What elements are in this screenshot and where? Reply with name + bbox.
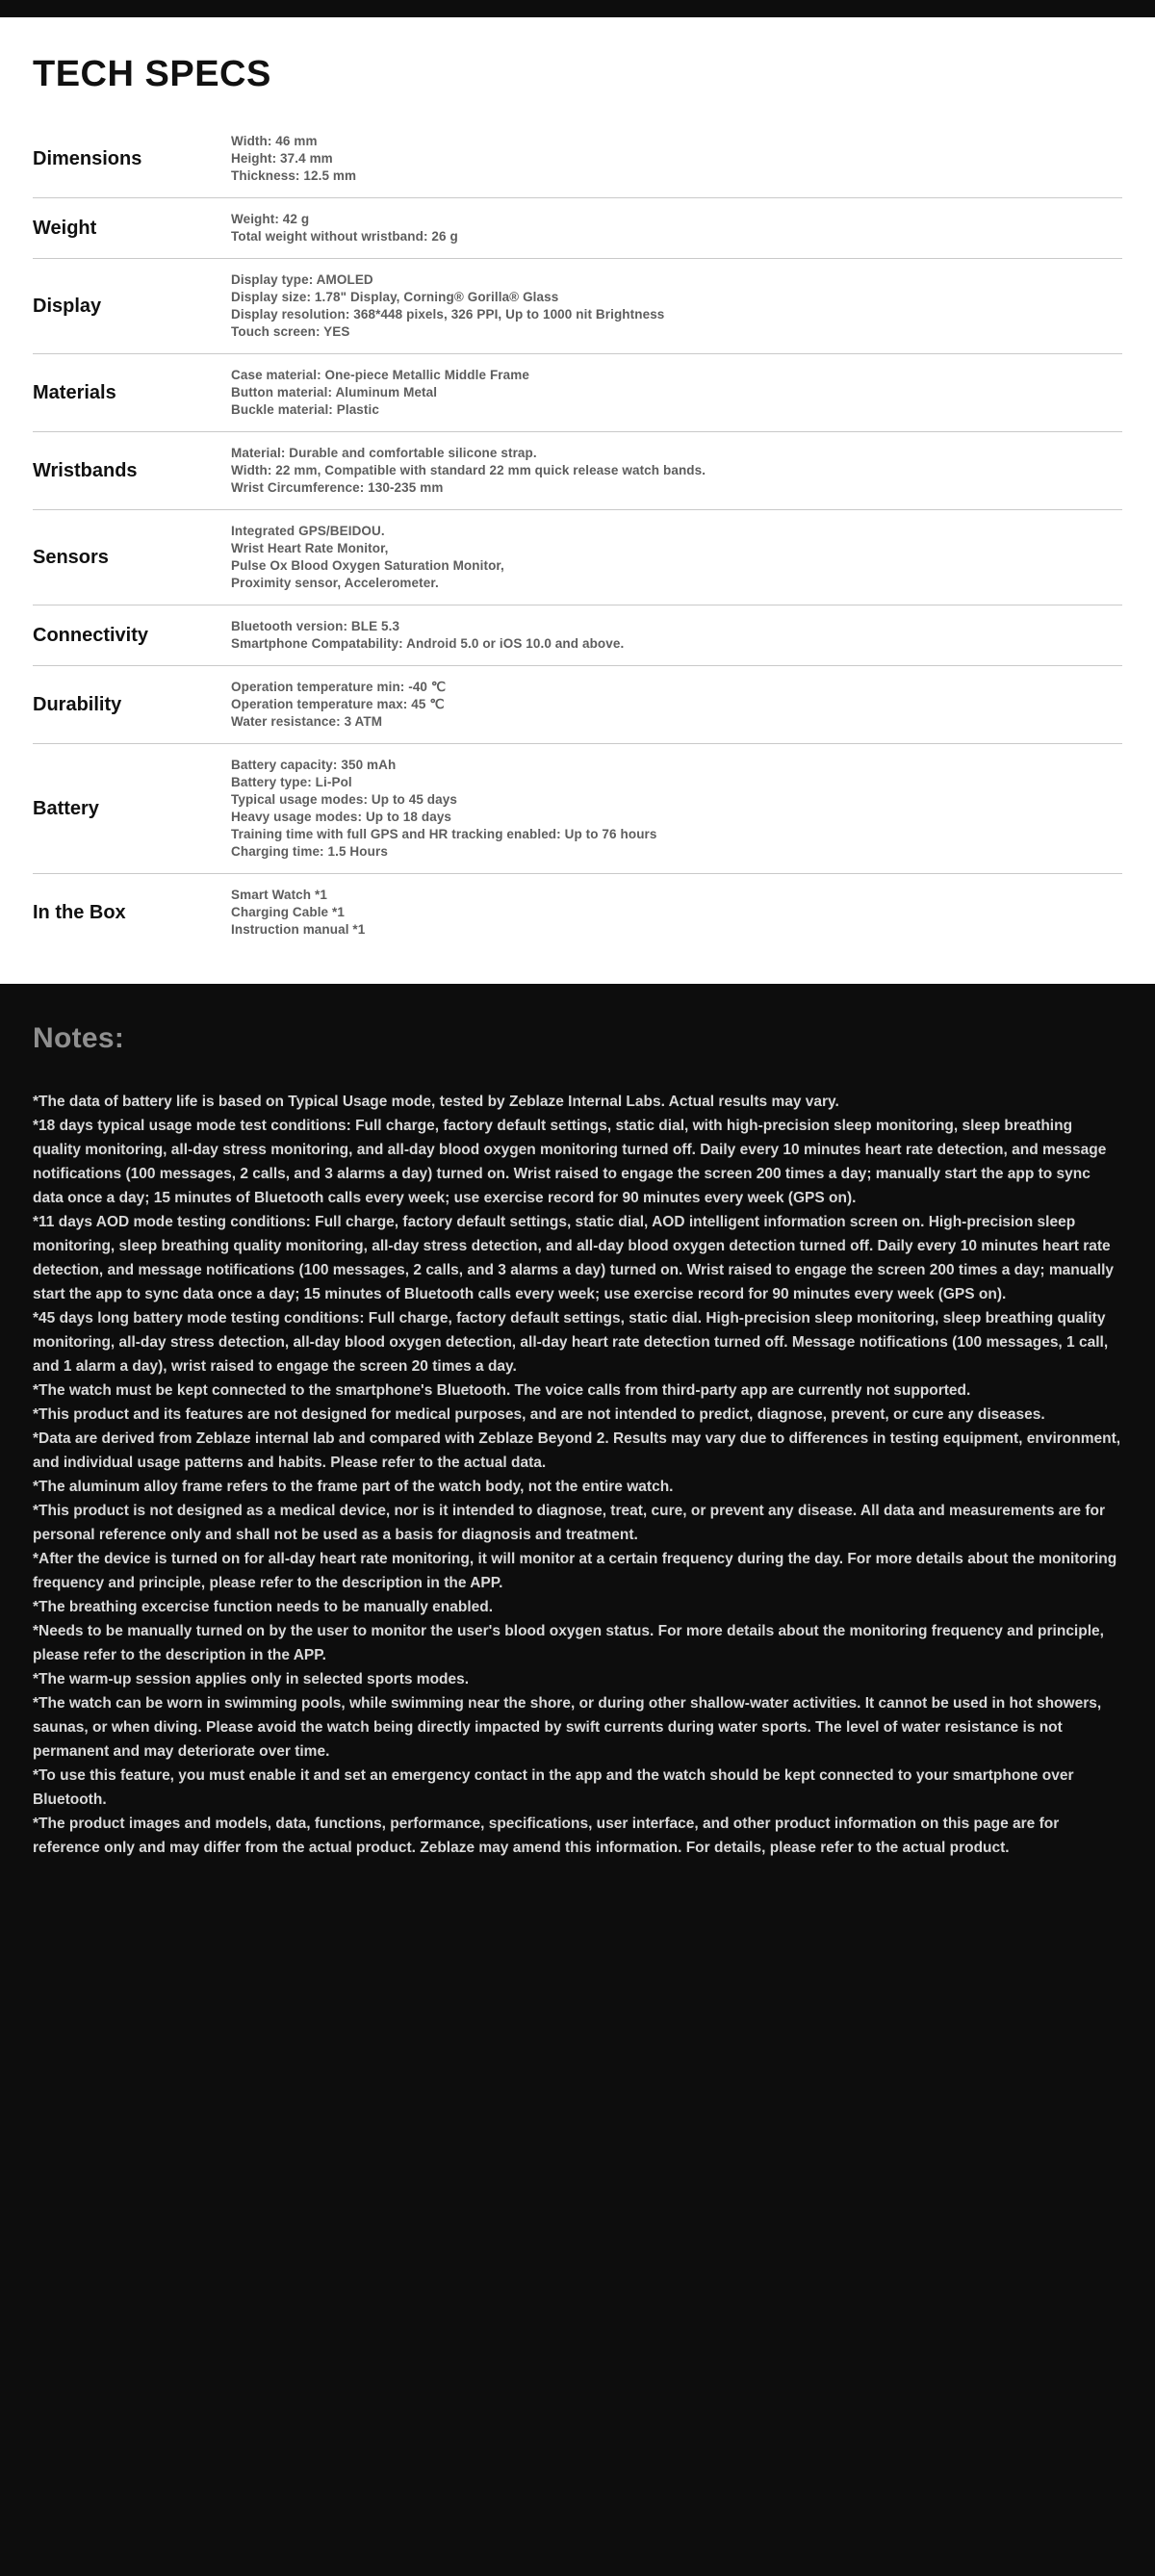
spec-values <box>231 445 1122 497</box>
note-item: *This product is not designed as a medical device, nor is it intended to diagnose, treat, cure, or prevent any disease. All data and measurements are for personal reference only and shall not be used as a basis for diagnosis and treatment. <box>33 1503 1106 1543</box>
spec-line: Charging time: 1.5 Hours <box>231 844 388 859</box>
spec-row <box>33 259 1122 354</box>
spec-line: Height: 37.4 mm <box>231 151 333 166</box>
spec-line: Touch screen: YES <box>231 324 350 339</box>
notes-list <box>33 1090 1122 1860</box>
spec-line: Charging Cable *1 <box>231 905 345 919</box>
note-item: *The watch can be worn in swimming pools, while swimming near the shore, or during other shallow-water activities. It cannot be used in hot showers, saunas, or when diving. Please avoid the watch being directly impacted by swift currents during water sports. The level of water resistance is not permanent and may deteriorate over time. <box>33 1695 1102 1760</box>
spec-row <box>33 198 1122 259</box>
spec-label: Sensors <box>33 546 109 568</box>
note-item: *45 days long battery mode testing conditions: Full charge, factory default settings, static dial. High-precision sleep monitoring, sleep breathing quality monitoring, all-day stress detection, all-day blood oxygen detection, all-day heart rate detection turned off. Message notifications (100 messages, 1 call, and 1 alarm a day), wrist raised to engage the screen 20 times a day. <box>33 1310 1109 1375</box>
note-item: *To use this feature, you must enable it and set an emergency contact in the app and the watch should be kept connected to your smartphone over Bluetooth. <box>33 1767 1074 1808</box>
spec-row <box>33 354 1122 432</box>
spec-line: Display size: 1.78" Display, Corning® Gorilla® Glass <box>231 290 559 304</box>
spec-line: Button material: Aluminum Metal <box>231 385 438 399</box>
spec-line: Thickness: 12.5 mm <box>231 168 357 183</box>
spec-row <box>33 510 1122 605</box>
note-item: *Needs to be manually turned on by the user to monitor the user's blood oxygen status. For more details about the monitoring frequency and principle, please refer to the description in the APP. <box>33 1623 1104 1663</box>
spec-values <box>231 757 1122 861</box>
spec-values <box>231 133 1122 185</box>
spec-label: Display <box>33 295 102 317</box>
notes-title: Notes: <box>33 1022 125 1054</box>
note-item: *11 days AOD mode testing conditions: Full charge, factory default settings, static dial, AOD intelligent information screen on. High-precision sleep monitoring, sleep breathing quality monitoring, all-day stress detection, and all-day blood oxygen detection turned off. Daily every 10 minutes heart rate detection, and message notifications (100 messages, 2 calls, and 3 alarms a day) turned on. Wrist raised to engage the screen 200 times a day; manually start the app to sync data once a day; 15 minutes of Bluetooth calls every week; use exercise record for 90 minutes every week (GPS on). <box>33 1214 1115 1302</box>
note-item: *This product and its features are not designed for medical purposes, and are not intended to predict, diagnose, prevent, or cure any diseases. <box>33 1406 1045 1423</box>
spec-line: Wrist Circumference: 130-235 mm <box>231 480 444 495</box>
top-bar <box>0 0 1155 17</box>
spec-line: Width: 22 mm, Compatible with standard 22 mm quick release watch bands. <box>231 463 706 477</box>
spec-line: Heavy usage modes: Up to 18 days <box>231 810 452 824</box>
spec-label: Battery <box>33 797 99 819</box>
spec-label: Connectivity <box>33 624 149 646</box>
spec-values <box>231 618 1122 653</box>
spec-line: Display resolution: 368*448 pixels, 326 PPI, Up to 1000 nit Brightness <box>231 307 665 322</box>
spec-line: Operation temperature min: -40 ℃ <box>231 680 447 694</box>
note-item: *The watch must be kept connected to the smartphone's Bluetooth. The voice calls from third-party app are currently not supported. <box>33 1382 971 1399</box>
spec-values <box>231 679 1122 731</box>
spec-values <box>231 271 1122 341</box>
spec-line: Pulse Ox Blood Oxygen Saturation Monitor, <box>231 558 504 573</box>
spec-label: Dimensions <box>33 147 142 169</box>
spec-line: Training time with full GPS and HR tracking enabled: Up to 76 hours <box>231 827 657 841</box>
spec-line: Battery type: Li-Pol <box>231 775 352 789</box>
spec-line: Width: 46 mm <box>231 134 318 148</box>
notes-section <box>0 984 1155 2576</box>
note-item: *18 days typical usage mode test conditions: Full charge, factory default settings, static dial, with high-precision sleep monitoring, sleep breathing quality monitoring, all-day stress monitoring, and all-day blood oxygen monitoring turned off. Daily every 10 minutes heart rate detection, and message notifications (100 messages, 2 calls, and 3 alarms a day) turned on. Wrist raised to engage the screen 200 times a day; manually start the app to sync data once a day; 15 minutes of Bluetooth calls every week; use exercise record for 90 minutes every week (GPS on). <box>33 1118 1107 1206</box>
specs-table <box>33 120 1122 951</box>
spec-line: Bluetooth version: BLE 5.3 <box>231 619 400 633</box>
note-item: *The aluminum alloy frame refers to the frame part of the watch body, not the entire watch. <box>33 1479 674 1495</box>
spec-line: Instruction manual *1 <box>231 922 366 937</box>
tech-specs-section <box>0 17 1155 984</box>
note-item: *After the device is turned on for all-day heart rate monitoring, it will monitor at a certain frequency during the day. For more details about the monitoring frequency and principle, please refer to the description in the APP. <box>33 1551 1117 1591</box>
spec-line: Material: Durable and comfortable silicone strap. <box>231 446 537 460</box>
spec-label: Weight <box>33 217 97 239</box>
spec-row <box>33 605 1122 666</box>
spec-line: Smart Watch *1 <box>231 888 327 902</box>
spec-line: Water resistance: 3 ATM <box>231 714 383 729</box>
spec-values <box>231 367 1122 419</box>
spec-label: In the Box <box>33 901 126 923</box>
spec-values <box>231 211 1122 245</box>
spec-row <box>33 120 1122 198</box>
spec-line: Display type: AMOLED <box>231 272 373 287</box>
note-item: *Data are derived from Zeblaze internal lab and compared with Zeblaze Beyond 2. Results may vary due to differences in testing equipment, environment, and individual usage patterns and habits. Please refer to the actual data. <box>33 1430 1121 1471</box>
spec-line: Buckle material: Plastic <box>231 402 379 417</box>
note-item: *The data of battery life is based on Typical Usage mode, tested by Zeblaze Internal Labs. Actual results may vary. <box>33 1094 839 1110</box>
spec-line: Operation temperature max: 45 ℃ <box>231 697 445 711</box>
spec-row <box>33 874 1122 951</box>
spec-line: Case material: One-piece Metallic Middle Frame <box>231 368 529 382</box>
note-item: *The warm-up session applies only in selected sports modes. <box>33 1671 470 1687</box>
spec-line: Typical usage modes: Up to 45 days <box>231 792 457 807</box>
spec-row <box>33 744 1122 874</box>
spec-values <box>231 523 1122 592</box>
spec-label: Wristbands <box>33 459 138 481</box>
spec-line: Weight: 42 g <box>231 212 310 226</box>
spec-line: Battery capacity: 350 mAh <box>231 758 397 772</box>
spec-row <box>33 666 1122 744</box>
note-item: *The breathing excercise function needs to be manually enabled. <box>33 1599 494 1615</box>
spec-row <box>33 432 1122 510</box>
spec-values <box>231 887 1122 939</box>
spec-line: Wrist Heart Rate Monitor, <box>231 541 389 555</box>
spec-line: Proximity sensor, Accelerometer. <box>231 576 439 590</box>
page-title: TECH SPECS <box>33 54 271 94</box>
note-item: *The product images and models, data, functions, performance, specifications, user interface, and other product information on this page are for reference only and may differ from the actual product. Zeblaze may amend this information. For details, please refer to the actual product. <box>33 1816 1060 1856</box>
spec-line: Integrated GPS/BEIDOU. <box>231 524 385 538</box>
spec-label: Materials <box>33 381 116 403</box>
spec-line: Smartphone Compatability: Android 5.0 or iOS 10.0 and above. <box>231 636 625 651</box>
spec-line: Total weight without wristband: 26 g <box>231 229 458 244</box>
spec-label: Durability <box>33 693 122 715</box>
